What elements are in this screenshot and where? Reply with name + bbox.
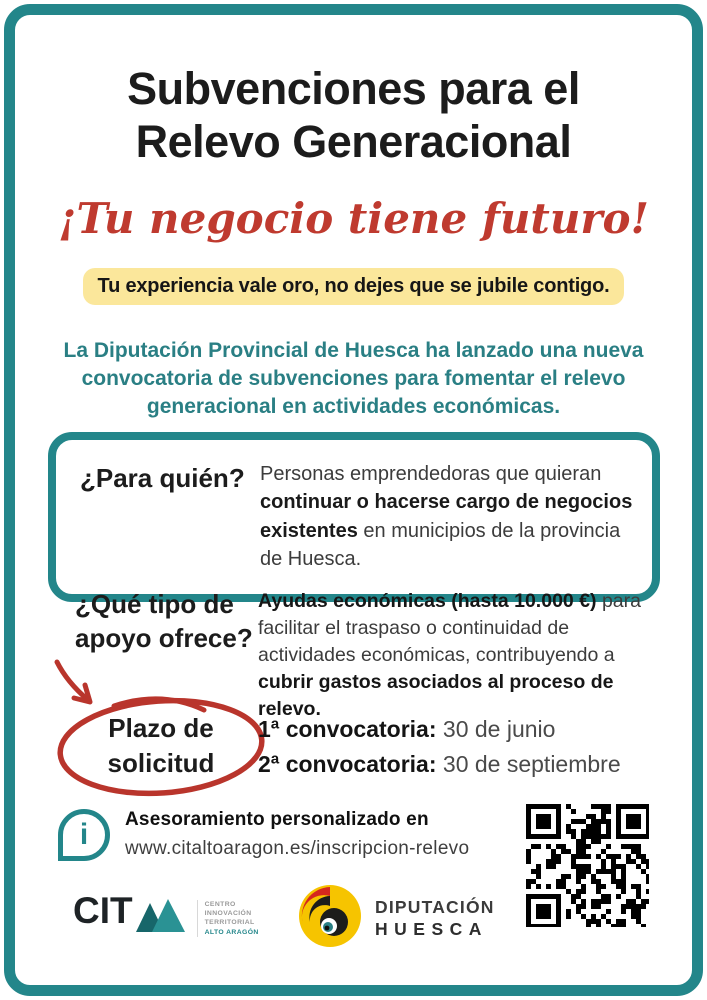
deadline-item-1 bbox=[258, 712, 621, 747]
who-box-label: ¿Para quién? bbox=[80, 463, 245, 493]
cit-subtext-4: ALTO ARAGÓN bbox=[204, 928, 259, 936]
cit-subtext-3: TERRITORIAL bbox=[204, 919, 255, 927]
diputacion-line1: DIPUTACIÓN bbox=[375, 896, 495, 917]
deadline-1-label: 1ª convocatoria: bbox=[258, 716, 437, 742]
who-box bbox=[48, 432, 660, 602]
cit-subtext-2: INNOVACIÓN bbox=[204, 910, 252, 918]
support-label-line2: apoyo ofrece? bbox=[75, 622, 253, 653]
support-text-bold2: cubrir gastos asociados al proceso de relevo. bbox=[258, 670, 614, 720]
support-text bbox=[258, 588, 666, 723]
title-line1: Subvenciones para el bbox=[127, 63, 580, 114]
tagline-script: ¡Tu negocio tiene futuro! bbox=[58, 194, 649, 243]
page-title bbox=[0, 62, 707, 168]
contact-headline: Asesoramiento personalizado en bbox=[125, 809, 429, 830]
deadline-2-label: 2ª convocatoria: bbox=[258, 750, 437, 777]
deadline-badge-line2: solicitud bbox=[107, 748, 215, 778]
diputacion-text bbox=[375, 897, 495, 941]
info-icon bbox=[58, 809, 110, 861]
contact-url: www.citaltoaragon.es/inscripcion-relevo bbox=[125, 837, 470, 859]
deadline-item-2 bbox=[258, 747, 621, 782]
deadline-list bbox=[258, 712, 621, 782]
cit-logo bbox=[73, 890, 259, 938]
support-label-line1: ¿Qué tipo de bbox=[75, 589, 234, 619]
deadline-badge bbox=[52, 690, 270, 800]
cit-subtext-1: CENTRO bbox=[204, 901, 236, 908]
who-text-normal1: Personas emprendedoras que quieran bbox=[260, 463, 602, 485]
highlighted-slogan: Tu experiencia vale oro, no dejes que se jubile contigo. bbox=[83, 268, 625, 305]
who-box-text bbox=[260, 460, 636, 574]
deadline-badge-text bbox=[52, 690, 270, 800]
qr-code bbox=[521, 799, 649, 927]
title-line2: Relevo Generacional bbox=[135, 116, 572, 168]
deadline-2-value: 30 de septiembre bbox=[436, 750, 621, 777]
contact-text bbox=[125, 806, 469, 863]
support-text-bold1: Ayudas económicas (hasta 10.000 €) bbox=[258, 590, 597, 612]
deadline-badge-line1: Plazo de bbox=[108, 712, 214, 743]
cit-logo-subtext bbox=[197, 900, 259, 937]
info-icon-glyph: i bbox=[79, 818, 89, 851]
deadline-1-value: 30 de junio bbox=[436, 716, 556, 742]
diputacion-line2: HUESCA bbox=[375, 918, 488, 939]
cit-mountains-icon bbox=[135, 899, 187, 938]
highlight-row bbox=[0, 268, 707, 305]
diputacion-huesca-logo bbox=[298, 884, 495, 953]
cit-logo-letters: CIT bbox=[73, 890, 133, 931]
diputacion-emblem-icon bbox=[298, 884, 362, 953]
who-text-normal2: en municipios de la provincia de Huesca. bbox=[260, 519, 621, 571]
support-text-normal1: para facilitar el traspaso o continuidad de actividades económicas, contribuyendo a bbox=[258, 590, 641, 666]
who-text-bold: continuar o hacerse cargo de negocios existentes bbox=[260, 491, 633, 542]
contact-section bbox=[58, 806, 469, 863]
intro-paragraph: La Diputación Provincial de Huesca ha lanzado una nueva convocatoria de subvenciones para fomentar el relevo generacional en actividades económicas. bbox=[63, 339, 644, 419]
